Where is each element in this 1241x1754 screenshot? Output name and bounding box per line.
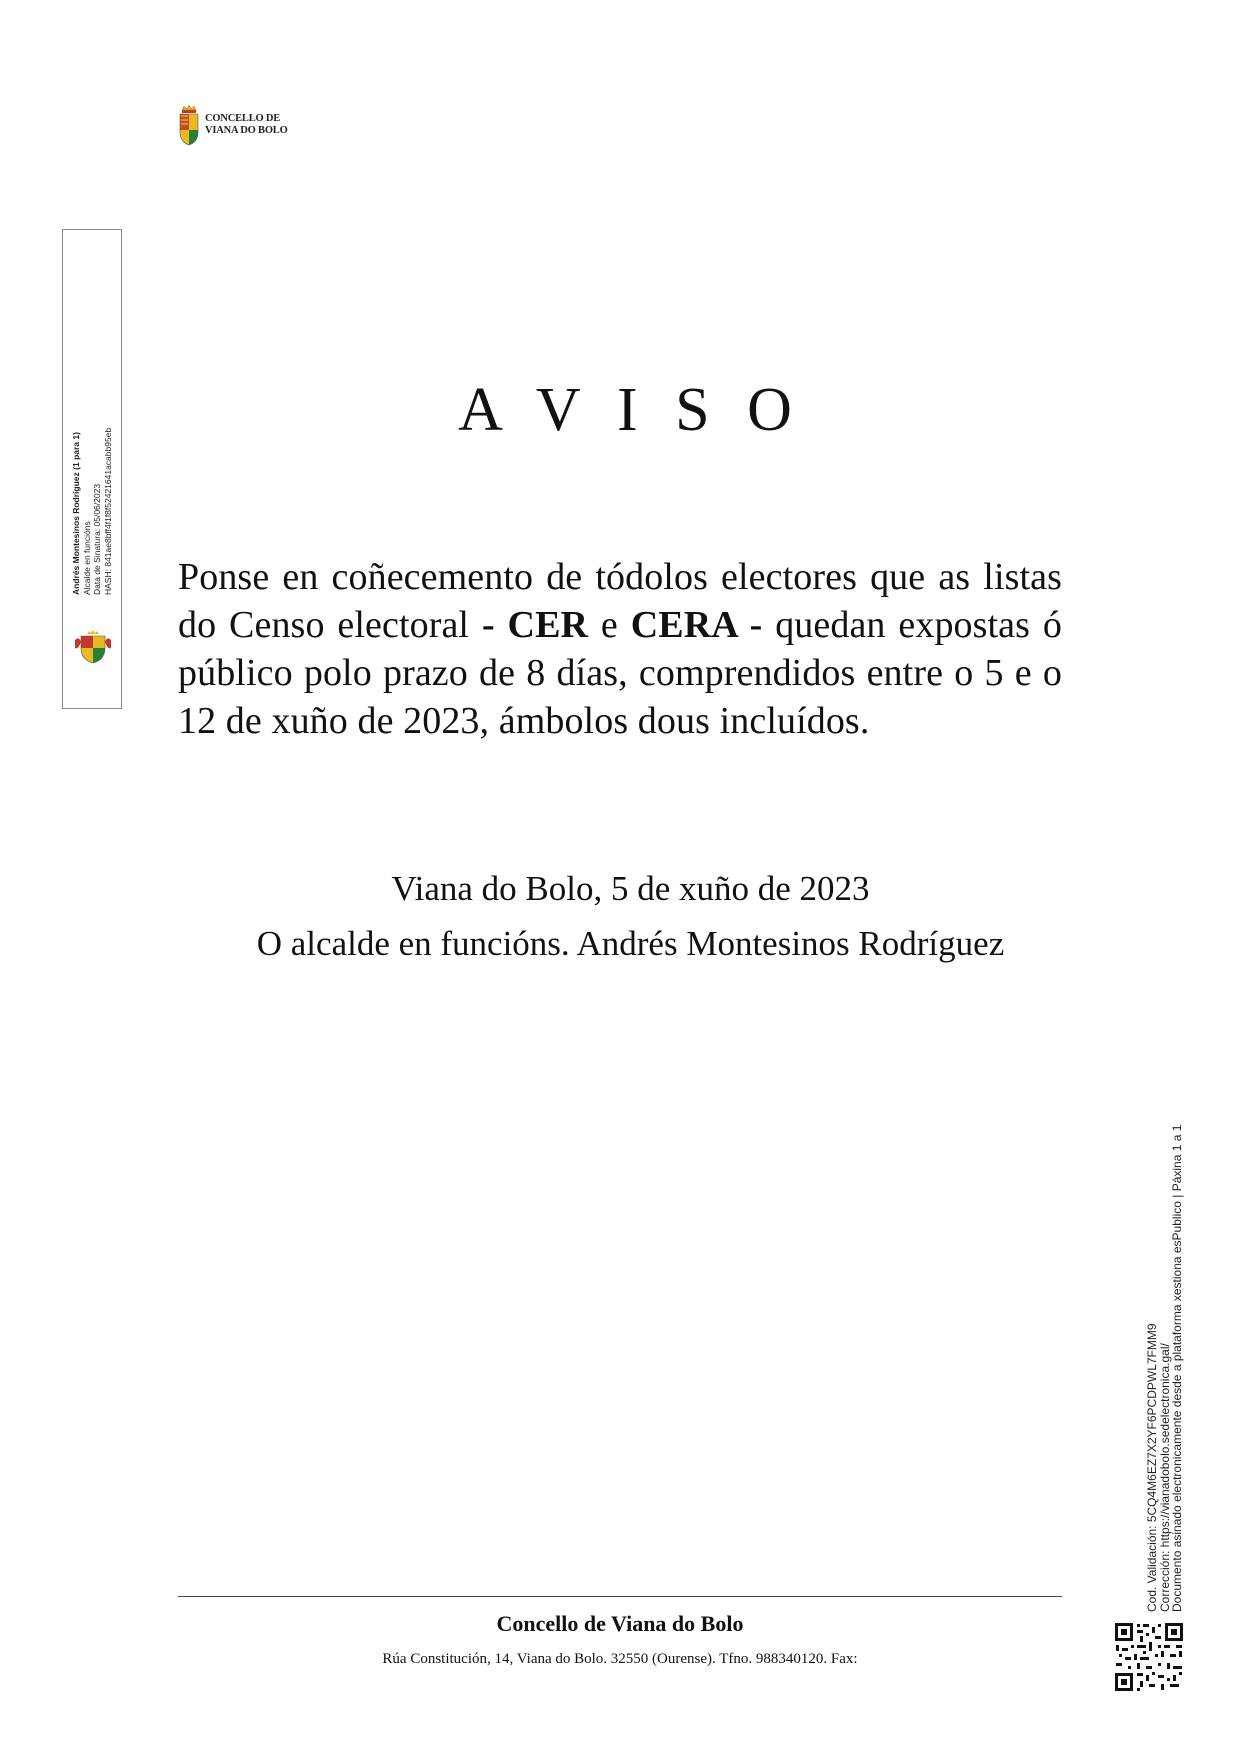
paragraph-bold-cera: CERA - xyxy=(630,604,763,646)
paragraph-text-3: quedan expostas ó público polo prazo de 8 días, comprendidos entre o 5 e o 12 de xuño de 2023, ámbolos dous incluídos. xyxy=(178,604,1062,742)
coat-of-arms-icon xyxy=(178,104,200,146)
signer-role: Alcalde en funcións xyxy=(81,521,92,595)
logo-line-2: VIANA DO BOLO xyxy=(205,125,288,136)
paragraph-text-2: e xyxy=(588,604,631,646)
footer-name: Concello de Viana do Bolo xyxy=(496,1611,744,1636)
signature-hash: HASH: 841ae8bff4f1f8f52421641acabb95eb xyxy=(102,427,113,595)
signer-line: O alcalde en funcións. Andrés Montesinos Rodríguez xyxy=(256,924,1005,963)
coat-of-arms-icon xyxy=(73,630,113,664)
footer-divider xyxy=(178,1596,1062,1597)
concello-logo xyxy=(178,104,288,146)
signer-name: Andrés Montesinos Rodríguez (1 para 1) xyxy=(71,432,81,595)
signature-date: Data de Sinatura: 05/06/2023 xyxy=(92,483,102,595)
validation-url: Corrección: https://vianadobolo.sedelectronica.gal/ xyxy=(1157,1343,1172,1612)
validation-text xyxy=(1146,1092,1184,1612)
logo-text xyxy=(205,113,288,137)
validation-code: Cod. Validación: 5CQ4M6EZ7X2YF6PCDPWL7FMM9 xyxy=(1145,1323,1159,1612)
logo-line-1: CONCELLO DE xyxy=(205,113,281,124)
qr-code-icon xyxy=(1114,1622,1184,1692)
paragraph-bold-cer: - CER xyxy=(481,604,589,646)
validation-signed: Documento asinado electronicamente desde a plataforma xestiona esPublico | Páxina 1 a 1 xyxy=(1170,1124,1184,1612)
footer-address: Rúa Constitución, 14, Viana do Bolo. 32550 (Ourense). Tfno. 988340120. Fax: xyxy=(382,1651,858,1667)
place-date: Viana do Bolo, 5 de xuño de 2023 xyxy=(391,869,870,908)
notice-paragraph xyxy=(178,553,1062,745)
paragraph-text-1: Ponse en coñecemento de tódolos electores que as listas do Censo electoral xyxy=(178,556,1062,646)
signature-box xyxy=(62,229,122,709)
page-title: A V I S O xyxy=(458,376,803,444)
